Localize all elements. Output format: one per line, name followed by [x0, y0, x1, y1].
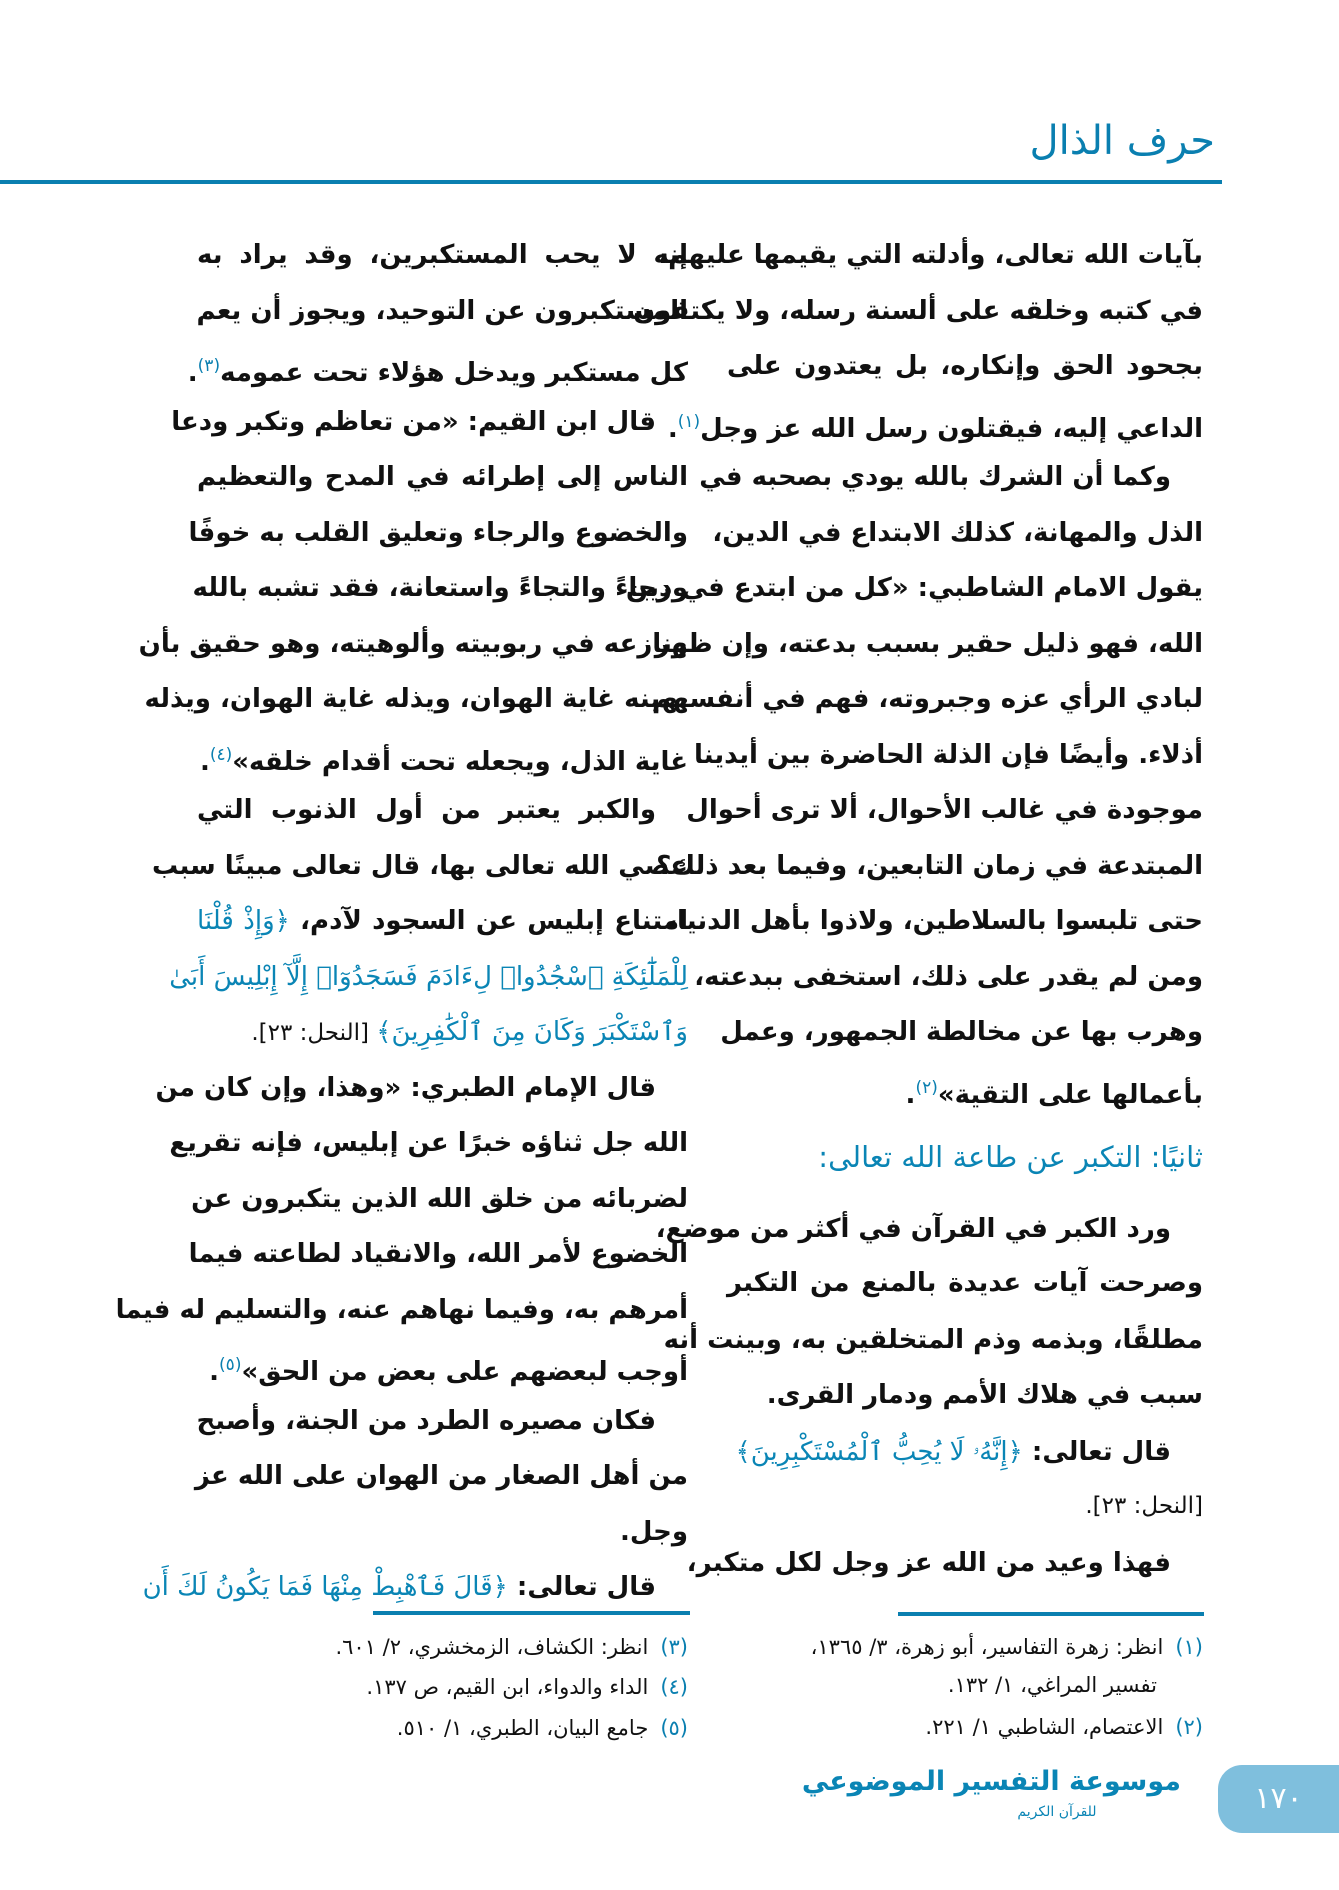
text-line: ومن لم يقدر على ذلك، استخفى ببدعته،: [694, 962, 1203, 992]
footnote-rule: [373, 1611, 690, 1615]
verse-reference: [النحل: ٢٣].: [1085, 1493, 1203, 1519]
text-line: بآيات الله تعالى، وأدلته التي يقيمها عليهم،: [658, 240, 1203, 270]
text-line: ونازعه في ربوبيته وألوهيته، وهو حقيق بأن: [138, 629, 688, 659]
text-line: والخضوع والرجاء وتعليق القلب به خوفًا: [188, 518, 688, 548]
text-line: [727, 1424, 1203, 1480]
text-line: وصرحت آيات عديدة بالمنع من التكبر: [727, 1268, 1203, 1298]
text-line: [197, 893, 688, 949]
text-line: أذلاء. وأيضًا فإن الذلة الحاضرة بين أيدينا: [694, 740, 1203, 770]
text: قال تعالى:: [1022, 1437, 1171, 1467]
text-line: قال ابن القيم: «من تعاظم وتكبر ودعا: [171, 407, 656, 437]
text-line: والكبر يعتبر من أول الذنوب التي: [197, 795, 656, 825]
period: .: [905, 1080, 916, 1110]
footnote-text: الاعتصام، الشاطبي ١/ ٢٢١.: [925, 1715, 1164, 1739]
text-line: فكان مصيره الطرد من الجنة، وأصبح: [196, 1406, 656, 1436]
text: كل مستكبر ويدخل هؤلاء تحت عمومه: [220, 358, 688, 388]
text-line: [142, 1559, 688, 1615]
encyclopedia-logo: [801, 1762, 1181, 1842]
text-line: الذل والمهانة، كذلك الابتداع في الدين،: [712, 518, 1203, 548]
text-line: فهذا وعيد من الله عز وجل لكل متكبر،: [686, 1548, 1171, 1578]
text: بأعمالها على التقية»: [937, 1080, 1203, 1110]
footnote-text: انظر: زهرة التفاسير، أبو زهرة، ٣/ ١٣٦٥،: [810, 1635, 1164, 1659]
footnote-ref[interactable]: (٥): [219, 1355, 242, 1375]
footnote-ref[interactable]: (٤): [209, 745, 233, 765]
text-line: ورد الكبر في القرآن في أكثر من موضع،: [655, 1214, 1171, 1244]
period: .: [209, 1357, 220, 1387]
footnote-number: (٣): [660, 1635, 688, 1659]
period: .: [199, 747, 210, 777]
period: .: [667, 414, 678, 444]
quran-verse: ﴿إِنَّهُۥ لَا يُحِبُّ ٱلْمُسْتَكْبِرِينَ﴾: [735, 1437, 1023, 1467]
footnote-text: الداء والدواء، ابن القيم، ص ١٣٧.: [366, 1675, 649, 1699]
text-line: [187, 338, 688, 394]
footnote-number: (٤): [660, 1675, 688, 1699]
text-line: وكما أن الشرك بالله يودي بصحبه في: [699, 462, 1171, 492]
text-line: مطلقًا، وبذمه وذم المتخلقين به، وبينت أنه: [663, 1325, 1203, 1355]
text-line: قال الإمام الطبري: «وهذا، وإن كان من: [155, 1073, 656, 1103]
text-line: [667, 394, 1203, 450]
footnote-number: (١): [1175, 1635, 1203, 1659]
quran-verse: ﴿وَإِذْ قُلْنَا: [197, 906, 290, 936]
text: امتناع إبليس عن السجود لآدم،: [289, 906, 688, 936]
text: قال تعالى:: [507, 1572, 656, 1602]
text-line: [197, 1337, 688, 1393]
text-line: الله جل ثناؤه خبرًا عن إبليس، فإنه تقريع: [169, 1128, 688, 1158]
footnote-rule: [898, 1612, 1204, 1616]
footnote: [197, 1669, 688, 1705]
footnote: [197, 1710, 688, 1746]
logo-title: موسوعة التفسير الموضوعي: [801, 1766, 1181, 1797]
text-line: إنه لا يحب المستكبرين، وقد يراد به: [197, 240, 688, 270]
text-line: الخضوع لأمر الله، والانقياد لطاعته فيما: [188, 1239, 688, 1269]
logo-subtitle: للقرآن الكريم: [1017, 1804, 1097, 1820]
text-line: وهرب بها عن مخالطة الجمهور، وعمل: [720, 1017, 1203, 1047]
text-line: يقول الامام الشاطبي: «كل من ابتدع في دين: [625, 573, 1203, 603]
footnote: [727, 1629, 1203, 1665]
text-line: عصي الله تعالى بها، قال تعالى مبينًا سبب: [152, 851, 688, 881]
text-line: الناس إلى إطرائه في المدح والتعظيم: [197, 462, 688, 492]
footnote-ref[interactable]: (٢): [915, 1078, 938, 1098]
text-line: موجودة في غالب الأحوال، ألا ترى أحوال: [686, 795, 1203, 825]
text: الداعي إليه، فيقتلون رسل الله عز وجل: [700, 414, 1203, 444]
footnote-ref[interactable]: (٣): [197, 356, 221, 376]
text-line: [197, 727, 688, 783]
header-rule: [0, 180, 1222, 184]
text-line: أمرهم به، وفيما نهاهم عنه، والتسليم له فيما: [115, 1295, 688, 1325]
chapter-title: حرف الذال: [1029, 118, 1215, 164]
text: أوجب لبعضهم على بعض من الحق»: [241, 1357, 688, 1387]
text-line: في كتبه وخلقه على ألسنة رسله، ولا يكتفون: [632, 296, 1203, 326]
footnote-text: جامع البيان، الطبري، ١/ ٥١٠.: [396, 1716, 649, 1740]
section-heading: ثانيًا: التكبر عن طاعة الله تعالى:: [818, 1140, 1203, 1174]
footnote: [197, 1629, 688, 1665]
footnote-continuation: تفسير المراغي، ١/ ١٣٢.: [947, 1673, 1157, 1697]
text-line: حتى تلبسوا بالسلاطين، ولاذوا بأهل الدنيا،: [667, 906, 1203, 936]
footnote-number: (٥): [660, 1716, 688, 1740]
text-line: سبب في هلاك الأمم ودمار القرى.: [766, 1380, 1203, 1410]
text-line: لبادي الرأي عزه وجبروته، فهم في أنفسهم: [651, 684, 1203, 714]
period: .: [187, 358, 198, 388]
text-line: يهينه غاية الهوان، ويذله غاية الهوان، ويذله: [144, 684, 688, 714]
text-line: من أهل الصغار من الهوان على الله عز: [194, 1461, 688, 1491]
text-line: لضربائه من خلق الله الذين يتكبرون عن: [191, 1184, 688, 1214]
text-line: بجحود الحق وإنكاره، بل يعتدون على: [727, 351, 1203, 381]
footnote: [727, 1709, 1203, 1745]
text-line: ورجاءً والتجاءً واستعانة، فقد تشبه بالله: [192, 573, 688, 603]
page-number: ١٧٠: [1218, 1765, 1339, 1833]
text-line: [197, 1004, 688, 1060]
footnote-number: (٢): [1175, 1715, 1203, 1739]
footnote-ref[interactable]: (١): [677, 412, 701, 432]
footnote-text: انظر: الكشاف، الزمخشري، ٢/ ٦٠١.: [335, 1635, 649, 1659]
quran-verse: وَٱسْتَكْبَرَ وَكَانَ مِنَ ٱلْكَٰفِرِينَ﴾: [376, 1017, 688, 1047]
quran-verse: ﴿قَالَ فَٱهْبِطْ مِنْهَا فَمَا يَكُونُ لَكَ أَن: [142, 1572, 508, 1602]
text-line: المبتدعة في زمان التابعين، وفيما بعد ذلك؟: [656, 851, 1203, 881]
text-line: [727, 1060, 1203, 1116]
text-line: المستكبرون عن التوحيد، ويجوز أن يعم: [196, 296, 688, 326]
text-line: الله، فهو ذليل حقير بسبب بدعته، وإن ظهر: [654, 629, 1203, 659]
quran-verse-line: لِلْمَلَٰٓئِكَةِ ٱسْجُدُوا۟ لِءَادَمَ فَسَجَدُوٓا۟ إِلَّآ إِبْلِيسَ أَبَىٰ: [169, 962, 688, 992]
verse-reference: [النحل: ٢٣].: [251, 1020, 377, 1046]
text-line: وجل.: [620, 1517, 688, 1547]
text: غاية الذل، ويجعله تحت أقدام خلقه»: [232, 747, 688, 777]
